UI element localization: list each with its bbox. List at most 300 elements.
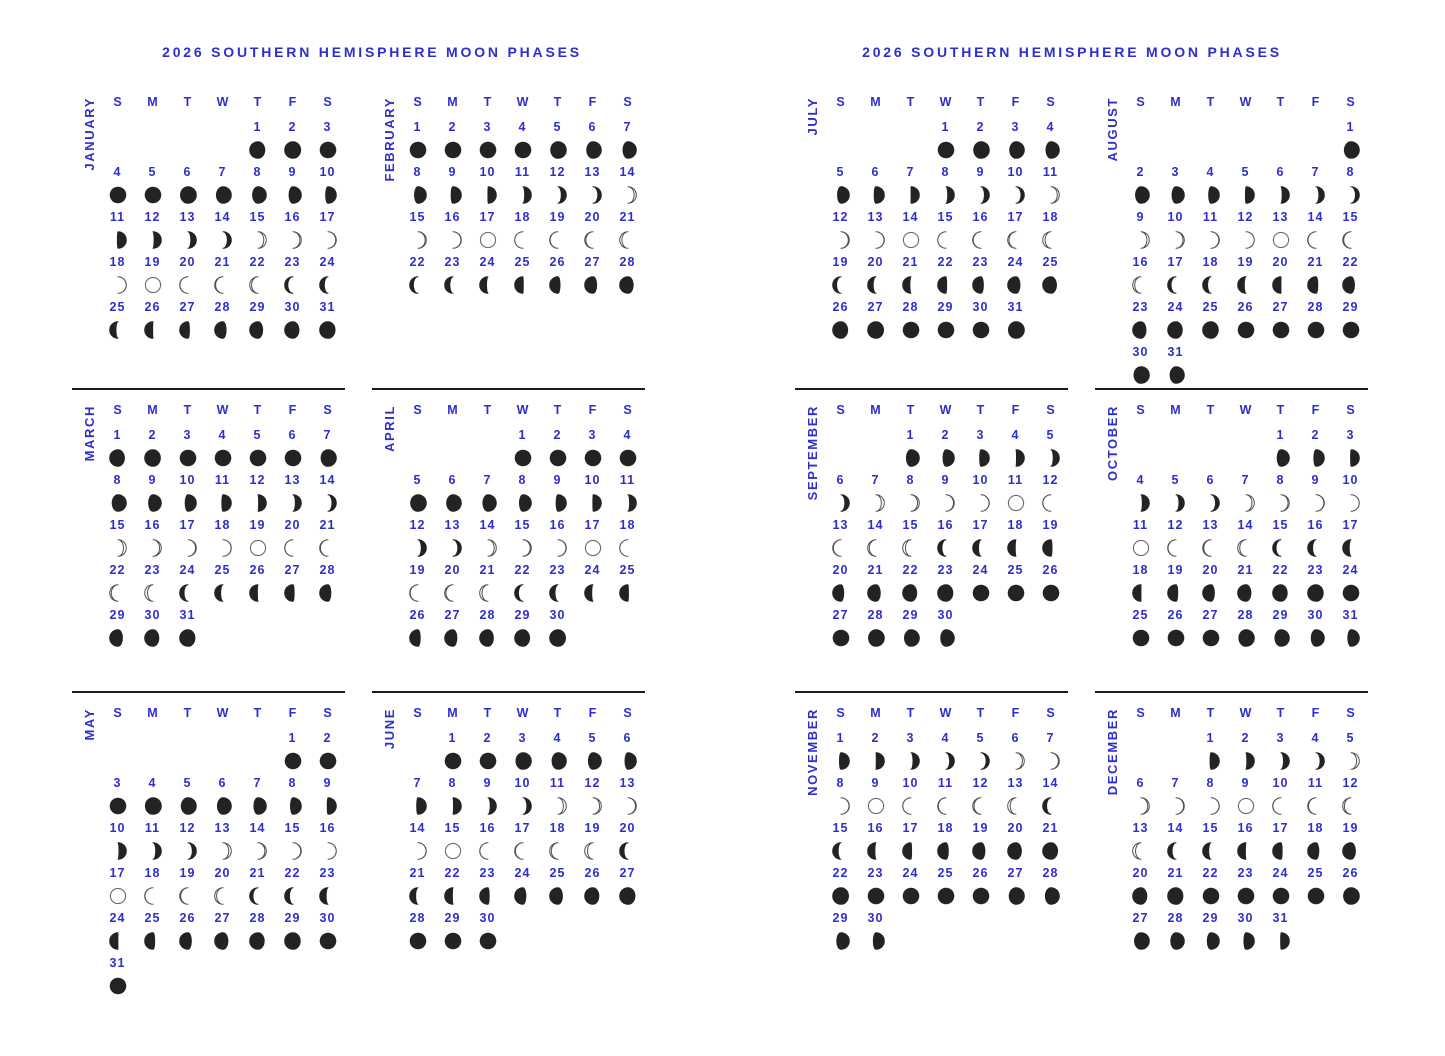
day-cell (540, 776, 575, 821)
day-cell (1263, 776, 1298, 821)
moon-phase-icon (971, 751, 991, 771)
day-cell (1158, 210, 1193, 255)
day-cell (998, 731, 1033, 776)
day-cell (540, 473, 575, 518)
day-cell (205, 518, 240, 563)
day-number: 15 (284, 821, 301, 835)
day-number: 15 (902, 518, 919, 532)
weekday-header: M (1170, 706, 1181, 720)
day-number: 22 (514, 563, 531, 577)
day-cell (505, 473, 540, 518)
weekday-header: S (836, 706, 845, 720)
day-number: 14 (214, 210, 231, 224)
day-cell (893, 300, 928, 345)
day-number: 15 (937, 210, 954, 224)
weekday-header: M (147, 403, 158, 417)
moon-phase-icon (478, 886, 498, 906)
moon-phase-icon (831, 841, 851, 861)
moon-phase-icon (971, 275, 991, 295)
day-number: 20 (444, 563, 461, 577)
month-inner (795, 706, 1068, 956)
day-number: 22 (832, 866, 849, 880)
day-cell (435, 776, 470, 821)
day-cell (275, 911, 310, 956)
day-cell (893, 866, 928, 911)
moon-phase-icon (1166, 583, 1186, 603)
moon-phase-icon (108, 230, 128, 250)
day-number: 29 (249, 300, 266, 314)
page-title-left: 2026 SOUTHERN HEMISPHERE MOON PHASES (162, 44, 582, 60)
moon-phase-icon (1166, 275, 1186, 295)
weekday-header: T (253, 95, 262, 109)
empty-cell (1158, 731, 1193, 776)
month-inner (72, 706, 345, 1001)
moon-phase-icon (936, 493, 956, 513)
moon-phase-icon (443, 751, 463, 771)
moon-phase-icon (318, 140, 338, 160)
day-cell (240, 165, 275, 210)
day-number: 13 (1007, 776, 1024, 790)
day-cell (135, 911, 170, 956)
day-number: 24 (972, 563, 989, 577)
day-cell (998, 776, 1033, 821)
day-number: 5 (1046, 428, 1055, 442)
moon-phase-icon (248, 320, 268, 340)
day-number: 22 (1342, 255, 1359, 269)
day-cell (1333, 821, 1368, 866)
day-number: 4 (1046, 120, 1055, 134)
moon-phase-icon (513, 493, 533, 513)
moon-phase-icon (936, 448, 956, 468)
day-number: 8 (413, 165, 422, 179)
day-number: 6 (288, 428, 297, 442)
day-cell (275, 731, 310, 776)
moon-phase-icon (1271, 931, 1291, 951)
day-cell (100, 210, 135, 255)
day-number: 9 (871, 776, 880, 790)
moon-phase-icon (318, 583, 338, 603)
month-label: OCTOBER (1105, 405, 1120, 481)
day-number: 25 (937, 866, 954, 880)
moon-phase-icon (1236, 931, 1256, 951)
day-cell (823, 210, 858, 255)
moon-phase-icon (1341, 320, 1361, 340)
day-number: 13 (1132, 821, 1149, 835)
day-number: 18 (1042, 210, 1059, 224)
day-number: 6 (183, 165, 192, 179)
day-number: 2 (448, 120, 457, 134)
empty-cell (893, 120, 928, 165)
day-cell (1263, 866, 1298, 911)
day-cell (1298, 821, 1333, 866)
moon-phase-icon (831, 931, 851, 951)
day-number: 13 (179, 210, 196, 224)
day-cell (100, 428, 135, 473)
moon-phase-icon (971, 140, 991, 160)
day-number: 10 (584, 473, 601, 487)
day-cell (610, 120, 645, 165)
day-cell (470, 518, 505, 563)
day-number: 16 (1307, 518, 1324, 532)
day-cell (1123, 165, 1158, 210)
day-cell (1123, 563, 1158, 608)
day-number: 5 (1241, 165, 1250, 179)
weekday-header: T (553, 706, 562, 720)
weekday-header: S (1046, 403, 1055, 417)
moon-phase-icon (1041, 886, 1061, 906)
moon-phase-icon (108, 275, 128, 295)
day-number: 21 (902, 255, 919, 269)
moon-phase-icon (1306, 628, 1326, 648)
moon-phase-icon (901, 583, 921, 603)
moon-phase-icon (318, 448, 338, 468)
moon-phase-icon (1306, 583, 1326, 603)
day-cell (505, 518, 540, 563)
moon-phase-icon (866, 185, 886, 205)
moon-phase-icon (548, 886, 568, 906)
month-march (72, 388, 345, 653)
day-number: 8 (1346, 165, 1355, 179)
moon-phase-icon (513, 140, 533, 160)
moon-phase-icon (143, 275, 163, 295)
day-cell (470, 608, 505, 653)
empty-cell (135, 120, 170, 165)
moon-phase-icon (513, 751, 533, 771)
day-number: 9 (148, 473, 157, 487)
day-number: 4 (113, 165, 122, 179)
day-cell (893, 473, 928, 518)
day-cell (470, 473, 505, 518)
moon-phase-icon (583, 275, 603, 295)
moon-phase-icon (478, 230, 498, 250)
moon-phase-icon (1166, 931, 1186, 951)
day-number: 19 (144, 255, 161, 269)
weekday-header: F (1311, 706, 1320, 720)
day-number: 25 (1042, 255, 1059, 269)
day-number: 1 (1276, 428, 1285, 442)
moon-phase-icon (408, 796, 428, 816)
moon-phase-icon (318, 886, 338, 906)
day-cell (400, 210, 435, 255)
day-cell (100, 956, 135, 1001)
moon-phase-icon (618, 493, 638, 513)
day-cell (100, 866, 135, 911)
moon-phase-icon (1271, 185, 1291, 205)
day-number: 2 (483, 731, 492, 745)
day-cell (400, 255, 435, 300)
day-cell (505, 428, 540, 473)
day-cell (470, 563, 505, 608)
moon-phase-icon (513, 628, 533, 648)
weekday-header: W (939, 95, 952, 109)
day-number: 18 (109, 255, 126, 269)
moon-phase-icon (901, 230, 921, 250)
moon-phase-icon (1201, 796, 1221, 816)
day-number: 11 (144, 821, 161, 835)
moon-phase-icon (513, 841, 533, 861)
day-number: 21 (1167, 866, 1184, 880)
day-number: 16 (479, 821, 496, 835)
day-cell (963, 776, 998, 821)
moon-phase-icon (1131, 275, 1151, 295)
moon-phase-icon (1306, 886, 1326, 906)
day-number: 12 (549, 165, 566, 179)
day-cell (275, 473, 310, 518)
day-number: 17 (1272, 821, 1289, 835)
weekday-header: T (1276, 706, 1285, 720)
moon-phase-icon (866, 886, 886, 906)
day-number: 2 (553, 428, 562, 442)
moon-phase-icon (1271, 628, 1291, 648)
day-number: 23 (319, 866, 336, 880)
day-number: 21 (214, 255, 231, 269)
moon-phase-icon (443, 628, 463, 648)
day-number: 16 (867, 821, 884, 835)
day-number: 31 (179, 608, 196, 622)
month-label: MARCH (82, 405, 97, 462)
empty-cell (135, 731, 170, 776)
month-label: JANUARY (82, 97, 97, 171)
moon-phase-icon (548, 493, 568, 513)
weekday-header: M (447, 95, 458, 109)
moon-phase-icon (971, 886, 991, 906)
day-number: 26 (1342, 866, 1359, 880)
moon-phase-icon (831, 583, 851, 603)
weekday-header: S (623, 95, 632, 109)
day-cell (610, 731, 645, 776)
day-number: 29 (1272, 608, 1289, 622)
day-number: 24 (584, 563, 601, 577)
moon-phase-icon (213, 583, 233, 603)
moon-phase-icon (513, 448, 533, 468)
day-number: 24 (479, 255, 496, 269)
empty-cell (100, 731, 135, 776)
day-cell (963, 866, 998, 911)
day-number: 7 (906, 165, 915, 179)
weekday-header: W (939, 403, 952, 417)
moon-phase-icon (178, 583, 198, 603)
moon-phase-icon (408, 886, 428, 906)
day-number: 14 (902, 210, 919, 224)
day-cell (1158, 518, 1193, 563)
weekday-header: T (1276, 95, 1285, 109)
moon-phase-icon (478, 583, 498, 603)
day-cell (893, 776, 928, 821)
moon-phase-icon (143, 538, 163, 558)
day-number: 30 (937, 608, 954, 622)
day-cell (240, 563, 275, 608)
day-number: 8 (518, 473, 527, 487)
moon-phase-icon (143, 493, 163, 513)
day-cell (135, 563, 170, 608)
day-number: 19 (584, 821, 601, 835)
moon-phase-icon (108, 448, 128, 468)
day-cell (1298, 866, 1333, 911)
day-number: 9 (976, 165, 985, 179)
weekday-header: W (1239, 403, 1252, 417)
day-number: 29 (832, 911, 849, 925)
day-number: 3 (113, 776, 122, 790)
day-cell (893, 608, 928, 653)
day-cell (1123, 210, 1158, 255)
day-cell (1193, 473, 1228, 518)
moon-phase-icon (108, 538, 128, 558)
day-cell (963, 563, 998, 608)
weekday-header: S (413, 706, 422, 720)
day-number: 28 (1237, 608, 1254, 622)
day-number: 9 (1311, 473, 1320, 487)
day-number: 1 (1206, 731, 1215, 745)
day-cell (823, 165, 858, 210)
day-cell (205, 776, 240, 821)
day-cell (205, 866, 240, 911)
day-cell (858, 776, 893, 821)
moon-phase-icon (318, 275, 338, 295)
day-cell (205, 428, 240, 473)
day-cell (928, 165, 963, 210)
moon-phase-icon (318, 796, 338, 816)
day-number: 19 (1342, 821, 1359, 835)
day-number: 28 (867, 608, 884, 622)
day-cell (1228, 518, 1263, 563)
moon-phase-icon (478, 538, 498, 558)
moon-phase-icon (1236, 230, 1256, 250)
day-cell (823, 473, 858, 518)
moon-phase-icon (178, 886, 198, 906)
day-number: 22 (444, 866, 461, 880)
day-number: 19 (249, 518, 266, 532)
day-number: 21 (409, 866, 426, 880)
day-number: 13 (214, 821, 231, 835)
day-number: 30 (867, 911, 884, 925)
moon-phase-icon (1131, 320, 1151, 340)
day-cell (540, 866, 575, 911)
moon-phase-icon (936, 230, 956, 250)
weekday-header: S (113, 95, 122, 109)
day-cell (435, 731, 470, 776)
day-number: 25 (1202, 300, 1219, 314)
day-number: 31 (319, 300, 336, 314)
day-number: 10 (972, 473, 989, 487)
day-number: 4 (148, 776, 157, 790)
moon-phase-icon (248, 275, 268, 295)
day-cell (1333, 731, 1368, 776)
moon-phase-icon (971, 796, 991, 816)
day-cell (998, 165, 1033, 210)
moon-phase-icon (178, 931, 198, 951)
moon-phase-icon (1131, 628, 1151, 648)
moon-phase-icon (178, 841, 198, 861)
moon-phase-icon (1306, 493, 1326, 513)
day-cell (1298, 518, 1333, 563)
weekday-header: T (976, 95, 985, 109)
moon-phase-icon (318, 320, 338, 340)
moon-phase-icon (283, 185, 303, 205)
moon-phase-icon (618, 751, 638, 771)
moon-phase-icon (1236, 185, 1256, 205)
day-cell (1158, 821, 1193, 866)
day-cell (1193, 776, 1228, 821)
day-cell (1263, 563, 1298, 608)
day-number: 9 (483, 776, 492, 790)
day-number: 8 (906, 473, 915, 487)
day-number: 9 (941, 473, 950, 487)
day-number: 29 (284, 911, 301, 925)
weekday-header: S (1346, 706, 1355, 720)
moon-phase-icon (283, 931, 303, 951)
day-number: 20 (832, 563, 849, 577)
weekday-header: S (113, 706, 122, 720)
moon-phase-icon (831, 230, 851, 250)
month-june (372, 691, 645, 956)
day-cell (1193, 210, 1228, 255)
day-number: 13 (284, 473, 301, 487)
month-label: DECEMBER (1105, 708, 1120, 796)
day-cell (998, 866, 1033, 911)
day-number: 30 (972, 300, 989, 314)
day-cell (100, 165, 135, 210)
day-cell (275, 255, 310, 300)
moon-phase-icon (283, 275, 303, 295)
day-cell (610, 428, 645, 473)
moon-phase-icon (1041, 841, 1061, 861)
empty-cell (1228, 428, 1263, 473)
day-cell (400, 518, 435, 563)
moon-phase-icon (1271, 275, 1291, 295)
day-number: 18 (144, 866, 161, 880)
moon-phase-icon (1341, 583, 1361, 603)
moon-phase-icon (318, 841, 338, 861)
day-number: 14 (619, 165, 636, 179)
day-cell (575, 776, 610, 821)
weekday-header: F (588, 95, 597, 109)
moon-phase-icon (1271, 230, 1291, 250)
empty-cell (1123, 428, 1158, 473)
day-cell (858, 165, 893, 210)
day-cell (435, 608, 470, 653)
moon-phase-icon (831, 751, 851, 771)
month-inner (72, 403, 345, 653)
day-cell (1263, 731, 1298, 776)
day-cell (505, 821, 540, 866)
day-number: 20 (1202, 563, 1219, 577)
month-april (372, 388, 645, 653)
moon-phase-icon (1236, 493, 1256, 513)
day-number: 30 (479, 911, 496, 925)
day-number: 17 (584, 518, 601, 532)
day-number: 12 (1342, 776, 1359, 790)
day-cell (575, 731, 610, 776)
day-cell (1193, 866, 1228, 911)
day-cell (505, 255, 540, 300)
moon-phase-icon (283, 841, 303, 861)
day-number: 11 (1132, 518, 1149, 532)
day-number: 10 (109, 821, 126, 835)
day-cell (1298, 731, 1333, 776)
day-number: 26 (249, 563, 266, 577)
day-number: 22 (902, 563, 919, 577)
day-cell (1263, 210, 1298, 255)
weekday-header: T (1206, 95, 1215, 109)
day-number: 2 (1241, 731, 1250, 745)
day-cell (928, 608, 963, 653)
day-number: 3 (323, 120, 332, 134)
day-cell (275, 563, 310, 608)
day-cell (470, 731, 505, 776)
moon-phase-icon (1166, 841, 1186, 861)
day-number: 10 (1007, 165, 1024, 179)
month-grid (100, 706, 345, 1001)
